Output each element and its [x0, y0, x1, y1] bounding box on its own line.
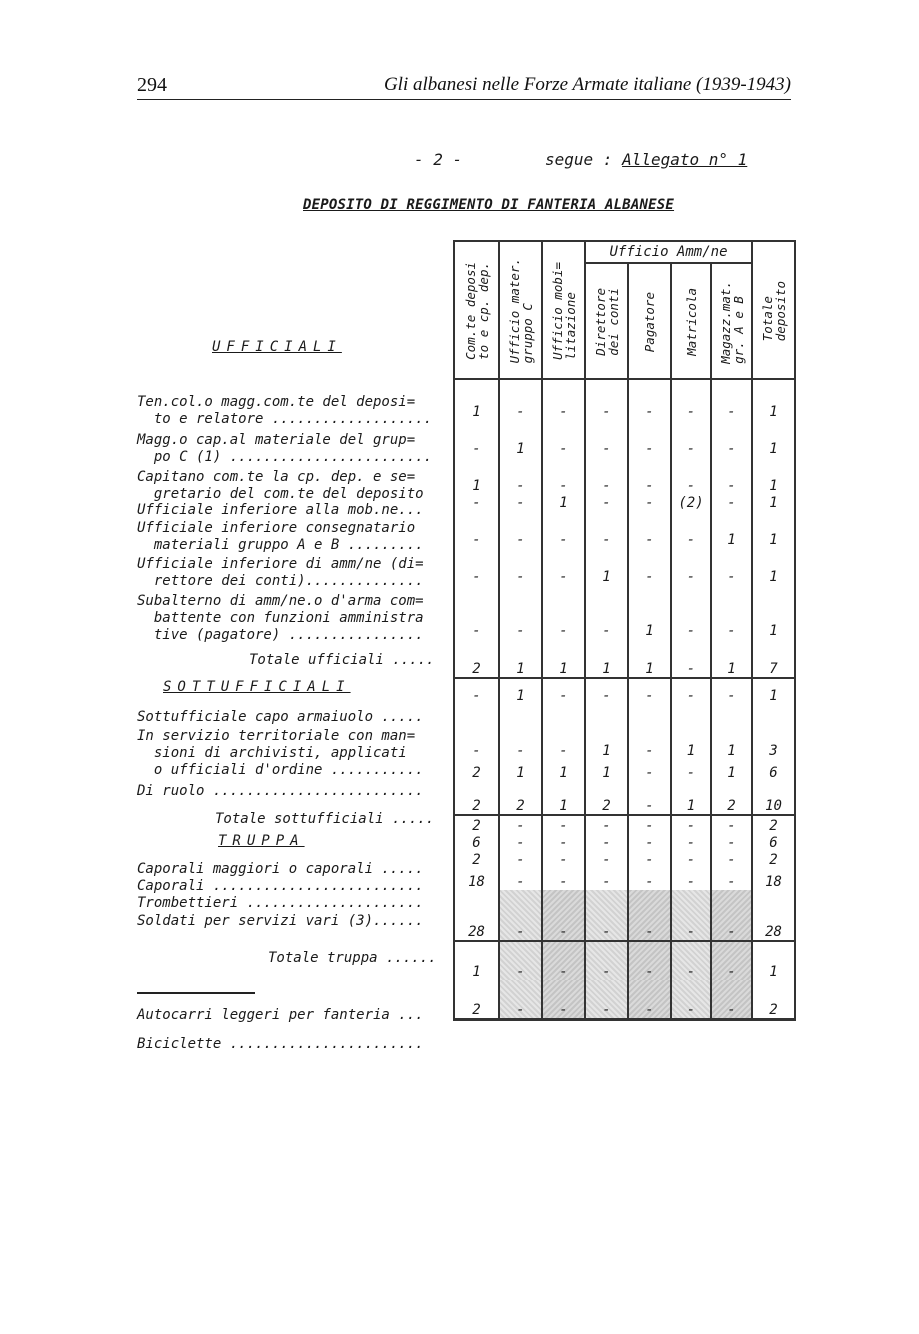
table-cell: 1 — [499, 759, 542, 781]
table-cell: - — [671, 420, 711, 457]
row-label-line: tive (pagatore) ................ — [137, 627, 424, 643]
table-row — [454, 585, 795, 639]
table-cell: - — [499, 548, 542, 585]
table-cell: 1 — [542, 639, 585, 678]
column-header-label: Ufficio mobi= litazione — [549, 262, 578, 360]
row-label-line: to e relatore ................... — [137, 411, 433, 427]
section-ufficiali: UFFICIALI — [212, 339, 342, 355]
table-cell: - — [585, 457, 628, 494]
table-cell: - — [542, 815, 585, 834]
table-cell: 6 — [752, 759, 795, 781]
table-cell: - — [499, 457, 542, 494]
divider-line — [137, 992, 255, 994]
table-cell: - — [711, 678, 752, 704]
table-cell: - — [628, 511, 671, 548]
table-cell: - — [671, 941, 711, 980]
column-header — [711, 263, 752, 379]
running-title: Gli albanesi nelle Forze Armate italiane (1939-1943) — [383, 74, 791, 95]
table-row — [454, 759, 795, 781]
table-cell: - — [454, 704, 499, 759]
table-row — [454, 890, 795, 941]
table-cell: 1 — [628, 639, 671, 678]
table-cell: - — [628, 457, 671, 494]
row-label-line: sioni di archivisti, applicati — [137, 745, 407, 761]
column-header — [628, 263, 671, 379]
table-cell: - — [628, 759, 671, 781]
table-cell: - — [585, 420, 628, 457]
column-header — [454, 241, 499, 379]
table-cell: 1 — [752, 585, 795, 639]
table-cell: - — [454, 420, 499, 457]
table-cell: - — [585, 511, 628, 548]
allegato-reference — [545, 150, 747, 169]
table-cell: - — [585, 678, 628, 704]
row-label — [137, 783, 424, 800]
section-sottufficiali: SOTTUFFICIALI — [163, 679, 351, 695]
table-cell: - — [499, 890, 542, 941]
total-label — [268, 950, 437, 967]
column-header-label: Com.te deposi to e cp. dep. — [462, 262, 491, 360]
table-cell: 1 — [542, 759, 585, 781]
table-cell: - — [711, 420, 752, 457]
table-cell: - — [671, 815, 711, 834]
table-row — [454, 379, 795, 420]
table-cell: 1 — [752, 379, 795, 420]
row-label-line: In servizio territoriale con man= — [137, 728, 416, 744]
table-cell: - — [499, 941, 542, 980]
row-label-line: Ten.col.o magg.com.te del deposi= — [137, 394, 416, 410]
table-row — [454, 941, 795, 980]
table-cell: 1 — [585, 759, 628, 781]
table-cell: - — [542, 890, 585, 941]
table-cell: - — [454, 511, 499, 548]
table-cell: - — [671, 868, 711, 890]
column-header-label: Totale deposito — [759, 280, 788, 342]
column-header-label: Ufficio mater. gruppo C — [506, 258, 535, 364]
table-cell: - — [711, 494, 752, 511]
table-header-row — [454, 241, 795, 263]
table-cell: - — [454, 585, 499, 639]
table-row — [454, 494, 795, 511]
table-cell: - — [711, 379, 752, 420]
table-cell: 2 — [454, 781, 499, 815]
row-label — [137, 520, 424, 554]
table-cell: - — [711, 941, 752, 980]
table-cell: - — [454, 678, 499, 704]
table-cell: - — [499, 585, 542, 639]
row-label-line: Ufficiale inferiore alla mob.ne... — [137, 502, 424, 518]
typed-page-mark: - 2 - — [414, 150, 463, 169]
row-label-line: Di ruolo ......................... — [137, 783, 424, 799]
table-cell: - — [671, 585, 711, 639]
table-cell: 1 — [585, 548, 628, 585]
table-cell: - — [628, 548, 671, 585]
table-cell: - — [628, 941, 671, 980]
row-label-line: Capitano com.te la cp. dep. e se= — [137, 469, 416, 485]
row-label-line: po C (1) ........................ — [137, 449, 433, 465]
table-cell: 2 — [585, 781, 628, 815]
row-label — [137, 502, 424, 519]
table-cell: - — [542, 851, 585, 868]
column-header — [499, 241, 542, 379]
table-cell: 1 — [628, 585, 671, 639]
table-cell: - — [499, 511, 542, 548]
table-row — [454, 639, 795, 678]
table-cell: 28 — [752, 890, 795, 941]
row-label — [137, 432, 432, 466]
table-cell: 1 — [454, 379, 499, 420]
header-rule — [137, 99, 791, 100]
table-cell: 2 — [454, 639, 499, 678]
table-cell: 18 — [454, 868, 499, 890]
row-label-line: Magg.o cap.al materiale del grup= — [137, 432, 416, 448]
table-cell: 2 — [499, 781, 542, 815]
table-cell: 1 — [752, 420, 795, 457]
row-label — [137, 556, 424, 590]
row-label-line: Sottufficiale capo armaiuolo ..... — [137, 709, 424, 725]
table-cell: 1 — [752, 457, 795, 494]
table-cell: - — [671, 851, 711, 868]
table-cell: 6 — [454, 834, 499, 851]
table-cell: 1 — [752, 494, 795, 511]
page-number: 294 — [137, 74, 167, 96]
table-cell: 1 — [585, 639, 628, 678]
table-row — [454, 420, 795, 457]
table-cell: - — [711, 890, 752, 941]
table-cell: 6 — [752, 834, 795, 851]
table-cell: - — [542, 941, 585, 980]
table-cell: 3 — [752, 704, 795, 759]
table-cell: 1 — [752, 941, 795, 980]
total-label — [215, 811, 434, 828]
table-cell: 1 — [542, 781, 585, 815]
table-cell: - — [585, 379, 628, 420]
row-label — [137, 913, 424, 930]
table-cell: 1 — [711, 759, 752, 781]
table-cell: 2 — [454, 759, 499, 781]
table-cell: - — [499, 704, 542, 759]
section-truppa: TRUPPA — [218, 833, 305, 849]
table-row — [454, 704, 795, 759]
table-cell: - — [585, 941, 628, 980]
row-label-line: o ufficiali d'ordine ........... — [137, 762, 424, 778]
row-label — [137, 1036, 424, 1053]
row-label-line: rettore dei conti).............. — [137, 573, 424, 589]
table-cell: - — [671, 379, 711, 420]
column-header — [671, 263, 711, 379]
table-cell: - — [711, 815, 752, 834]
table-cell: - — [628, 379, 671, 420]
table-cell: - — [711, 851, 752, 868]
table-cell: - — [711, 457, 752, 494]
table-cell: 2 — [752, 851, 795, 868]
table-cell: - — [671, 678, 711, 704]
table-cell: - — [585, 585, 628, 639]
table-cell: - — [454, 548, 499, 585]
row-label — [137, 728, 424, 779]
table-cell: - — [628, 781, 671, 815]
table-cell: - — [671, 457, 711, 494]
table-cell: - — [542, 704, 585, 759]
table-cell: - — [671, 511, 711, 548]
table-cell: - — [585, 890, 628, 941]
segue-prefix: segue : — [545, 150, 623, 169]
column-header-label: Matricola — [683, 288, 699, 356]
column-header — [585, 263, 628, 379]
table-cell: - — [711, 548, 752, 585]
table-cell: - — [542, 585, 585, 639]
table-cell: 1 — [671, 704, 711, 759]
table-cell: - — [585, 834, 628, 851]
table-cell: 1 — [499, 678, 542, 704]
table-row — [454, 511, 795, 548]
table-cell: - — [585, 494, 628, 511]
row-label — [137, 394, 432, 428]
table-cell: - — [628, 834, 671, 851]
table-cell: 1 — [499, 420, 542, 457]
table-cell: 1 — [454, 941, 499, 980]
row-label — [137, 593, 424, 644]
table-cell: - — [585, 980, 628, 1020]
table-cell: 2 — [454, 851, 499, 868]
row-label — [137, 878, 424, 895]
document-title: DEPOSITO DI REGGIMENTO DI FANTERIA ALBANESE — [303, 197, 675, 213]
staff-table — [453, 240, 796, 1021]
row-label-line: Autocarri leggeri per fanteria ... — [137, 1007, 424, 1023]
row-label — [137, 1007, 424, 1024]
table-cell: - — [499, 851, 542, 868]
column-header-label: Direttore dei conti — [592, 288, 621, 356]
table-cell: - — [542, 548, 585, 585]
table-cell: 1 — [752, 548, 795, 585]
table-row — [454, 781, 795, 815]
row-label — [137, 895, 424, 912]
table-cell: 1 — [711, 639, 752, 678]
row-label-line: Ufficiale inferiore di amm/ne (di= — [137, 556, 424, 572]
row-label-line: Subalterno di amm/ne.o d'arma com= — [137, 593, 424, 609]
table-cell: - — [499, 868, 542, 890]
table-cell: (2) — [671, 494, 711, 511]
table-row — [454, 548, 795, 585]
table-cell: - — [499, 494, 542, 511]
table-row — [454, 678, 795, 704]
table-cell: - — [499, 980, 542, 1020]
table-row — [454, 815, 795, 834]
table-cell: - — [542, 457, 585, 494]
table-cell: - — [628, 815, 671, 834]
table-cell: - — [542, 834, 585, 851]
table-cell: - — [628, 420, 671, 457]
table-cell: 1 — [454, 457, 499, 494]
table-cell: 1 — [711, 511, 752, 548]
table-cell: 2 — [454, 815, 499, 834]
table-body — [454, 379, 795, 1020]
table-cell: - — [542, 980, 585, 1020]
row-label-line: Totale truppa ...... — [268, 950, 437, 966]
row-label-line: Totale ufficiali ..... — [249, 652, 435, 668]
group-header: Ufficio Amm/ne — [585, 241, 752, 263]
table-row — [454, 457, 795, 494]
table-cell: - — [671, 890, 711, 941]
table-cell: - — [671, 834, 711, 851]
table-cell: - — [628, 868, 671, 890]
table-cell: 1 — [671, 781, 711, 815]
table-cell: - — [542, 868, 585, 890]
table-cell: - — [628, 704, 671, 759]
row-label-line: Caporali ......................... — [137, 878, 424, 894]
row-label-line: Soldati per servizi vari (3)...... — [137, 913, 424, 929]
row-label-line: battente con funzioni amministra — [137, 610, 424, 626]
row-label — [137, 709, 424, 726]
table-cell: - — [671, 639, 711, 678]
row-label — [137, 469, 424, 503]
table-cell: 1 — [499, 639, 542, 678]
table-cell: - — [671, 980, 711, 1020]
table-cell: 1 — [711, 704, 752, 759]
table-cell: - — [671, 548, 711, 585]
table-cell: - — [628, 980, 671, 1020]
table-cell: - — [542, 511, 585, 548]
table-cell: - — [542, 420, 585, 457]
table-cell: - — [499, 379, 542, 420]
row-label-line: Totale sottufficiali ..... — [215, 811, 435, 827]
table-row — [454, 834, 795, 851]
table-cell: - — [499, 815, 542, 834]
table-cell: - — [671, 759, 711, 781]
row-label-line: Biciclette ....................... — [137, 1036, 424, 1052]
table-cell: 7 — [752, 639, 795, 678]
row-label-line: Ufficiale inferiore consegnatario — [137, 520, 416, 536]
table-cell: 1 — [542, 494, 585, 511]
table-cell: 1 — [585, 704, 628, 759]
table-row — [454, 868, 795, 890]
table-cell: - — [499, 834, 542, 851]
table-cell: - — [628, 494, 671, 511]
column-header — [542, 241, 585, 379]
table-cell: 2 — [454, 980, 499, 1020]
table-cell: 28 — [454, 890, 499, 941]
table-row — [454, 980, 795, 1020]
table-cell: - — [711, 585, 752, 639]
table-cell: - — [542, 379, 585, 420]
table-cell: - — [711, 980, 752, 1020]
table-cell: - — [628, 890, 671, 941]
table-cell: - — [711, 868, 752, 890]
row-label-line: Caporali maggiori o caporali ..... — [137, 861, 424, 877]
table-cell: - — [454, 494, 499, 511]
row-label-line: gretario del com.te del deposito — [137, 486, 424, 502]
table-cell: 1 — [752, 511, 795, 548]
table-cell: - — [585, 815, 628, 834]
table-cell: 18 — [752, 868, 795, 890]
table-cell: - — [628, 678, 671, 704]
total-label — [249, 652, 434, 669]
row-label — [137, 861, 424, 878]
table-cell: 2 — [752, 815, 795, 834]
table-cell: 1 — [752, 678, 795, 704]
column-header — [752, 241, 795, 379]
row-label-line: Trombettieri ..................... — [137, 895, 424, 911]
table-cell: - — [711, 834, 752, 851]
allegato-label: Allegato n° 1 — [622, 150, 748, 169]
table-cell: - — [628, 851, 671, 868]
column-header-label: Magazz.mat. gr. A e B — [717, 280, 746, 364]
table-cell: - — [585, 868, 628, 890]
row-label-line: materiali gruppo A e B ......... — [137, 537, 424, 553]
table-row — [454, 851, 795, 868]
table-cell: 10 — [752, 781, 795, 815]
table-cell: 2 — [752, 980, 795, 1020]
table-cell: - — [542, 678, 585, 704]
table-cell: - — [585, 851, 628, 868]
table-cell: 2 — [711, 781, 752, 815]
column-header-label: Pagatore — [642, 291, 657, 353]
